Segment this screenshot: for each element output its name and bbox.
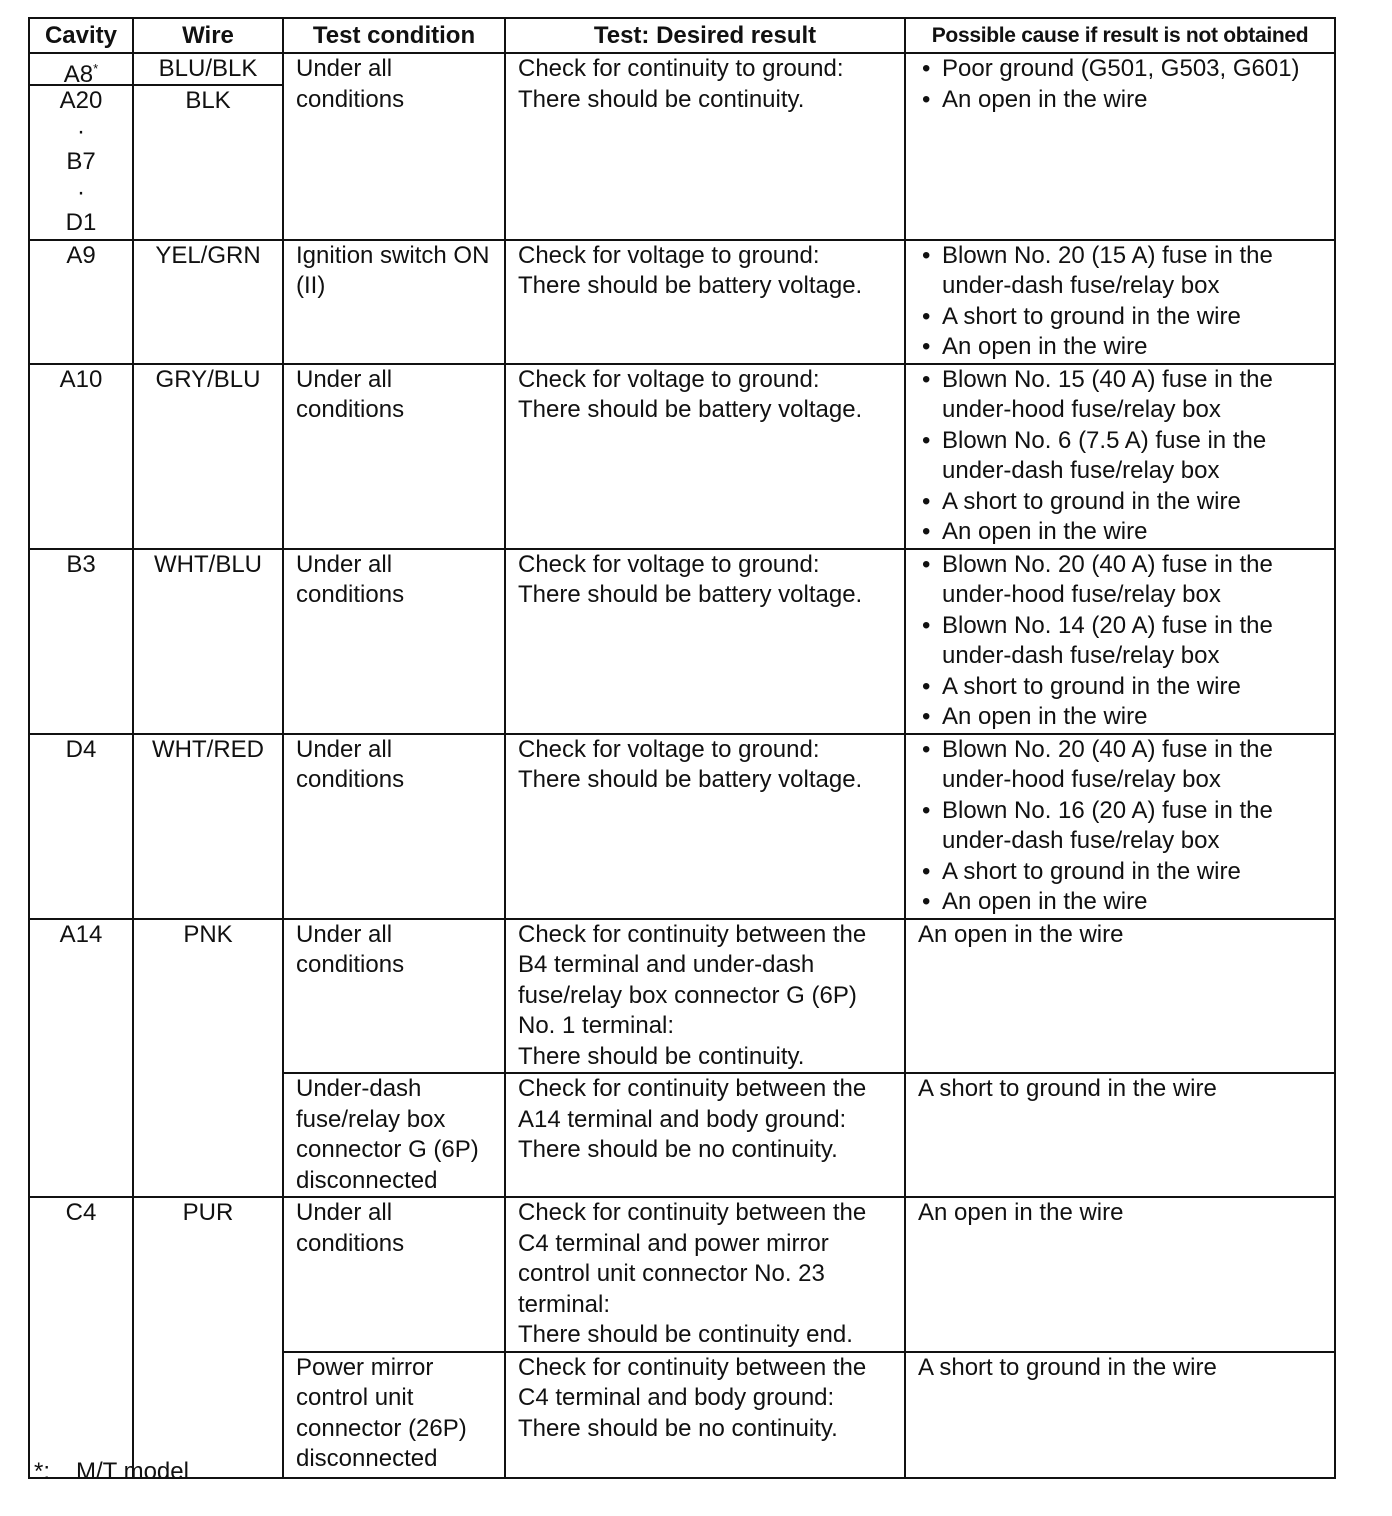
cavity-cell: A9 — [29, 240, 133, 364]
cause-cell — [905, 364, 1335, 549]
cause-item: • An open in the wire — [918, 517, 1322, 548]
cause-item: • An open in the wire — [918, 702, 1322, 733]
cause-cell — [905, 53, 1335, 240]
result-check: Check for continuity to ground: — [518, 55, 844, 82]
condition-cell: Under all conditions — [283, 364, 505, 549]
cause-item: • A short to ground in the wire — [918, 302, 1322, 333]
condition-cell: Under all conditions — [283, 1197, 505, 1352]
result-cell — [505, 1073, 905, 1197]
result-expected: There should be continuity. — [518, 85, 805, 113]
cause-cell — [905, 734, 1335, 919]
result-expected: There should be no continuity. — [518, 1414, 838, 1442]
result-expected: There should be battery voltage. — [518, 396, 863, 423]
result-expected: There should be battery voltage. — [518, 581, 863, 608]
cause-cell: An open in the wire — [905, 1197, 1335, 1352]
footnote — [34, 1458, 189, 1486]
result-check: Check for voltage to ground: — [518, 241, 820, 269]
cause-item: • Blown No. 6 (7.5 A) fuse in the under-dash fuse/relay box — [918, 426, 1322, 487]
cause-item: • Blown No. 20 (40 A) fuse in the under-hood fuse/relay box — [918, 550, 1322, 611]
cause-item: • An open in the wire — [918, 85, 1322, 116]
wire-value: BLU/BLK — [133, 54, 283, 86]
header-desired-result: Test: Desired result — [505, 18, 905, 53]
header-cavity: Cavity — [29, 18, 133, 53]
result-cell — [505, 1197, 905, 1352]
result-cell — [505, 549, 905, 734]
result-cell — [505, 53, 905, 240]
wire-cell: PNK — [133, 919, 283, 1198]
continuity-test-table — [28, 17, 1336, 1479]
cause-item: • Poor ground (G501, G503, G601) — [918, 54, 1322, 85]
condition-cell: Under all conditions — [283, 549, 505, 734]
cause-cell — [905, 549, 1335, 734]
table-row — [29, 53, 1335, 240]
cause-cell: A short to ground in the wire — [905, 1073, 1335, 1197]
cause-cell: An open in the wire — [905, 919, 1335, 1074]
result-cell — [505, 734, 905, 919]
cavity-cell: D4 — [29, 734, 133, 919]
wire-cell: WHT/BLU — [133, 549, 283, 734]
table-row — [29, 1197, 1335, 1352]
cavity-cell: B3 — [29, 549, 133, 734]
cavity-cell: C4 — [29, 1197, 133, 1478]
cause-item: • Blown No. 20 (15 A) fuse in the under-dash fuse/relay box — [918, 241, 1322, 302]
condition-cell: Ignition switch ON (II) — [283, 240, 505, 364]
cause-item: • An open in the wire — [918, 332, 1322, 363]
wire-cell: GRY/BLU — [133, 364, 283, 549]
result-check: Check for continuity between the A14 terminal and body ground: — [518, 1075, 867, 1133]
table-row — [29, 734, 1335, 919]
result-expected: There should be battery voltage. — [518, 766, 863, 793]
result-cell — [505, 1352, 905, 1478]
header-wire: Wire — [133, 18, 283, 53]
cavity-cell: A10 — [29, 364, 133, 549]
condition-cell: Under all conditions — [283, 734, 505, 919]
cavity-value: A8 — [63, 61, 94, 88]
cause-cell: A short to ground in the wire — [905, 1352, 1335, 1478]
cavity-footnote-mark: * — [93, 61, 99, 76]
cavity-cell: A14 — [29, 919, 133, 1198]
result-check: Check for voltage to ground: — [518, 550, 820, 578]
cause-item: • Blown No. 16 (20 A) fuse in the under-dash fuse/relay box — [918, 796, 1322, 857]
wire-cell: WHT/RED — [133, 734, 283, 919]
cause-item: • Blown No. 20 (40 A) fuse in the under-hood fuse/relay box — [918, 735, 1322, 796]
footnote-text: M/T model — [76, 1458, 189, 1485]
cause-item: • Blown No. 14 (20 A) fuse in the under-dash fuse/relay box — [918, 611, 1322, 672]
cavity-value: A20 — [59, 87, 103, 114]
table-header-row — [29, 18, 1335, 53]
cause-item: • Blown No. 15 (40 A) fuse in the under-hood fuse/relay box — [918, 365, 1322, 426]
condition-cell: Power mirror control unit connector (26P) disconnected — [283, 1352, 505, 1478]
footnote-symbol: *: — [34, 1458, 51, 1485]
cavity-separator: · — [77, 117, 85, 145]
condition-cell: Under all conditions — [283, 53, 505, 240]
result-check: Check for voltage to ground: — [518, 365, 820, 393]
cause-item: • A short to ground in the wire — [918, 487, 1322, 518]
result-expected: There should be continuity. — [518, 1042, 805, 1070]
cavity-cell — [29, 53, 133, 240]
result-expected: There should be continuity end. — [518, 1321, 853, 1348]
result-check: Check for continuity between the B4 terminal and under-dash fuse/relay box connector G (6P) No. 1 terminal: — [518, 920, 867, 1039]
table-row — [29, 549, 1335, 734]
condition-cell: Under-dash fuse/relay box connector G (6P) disconnected — [283, 1073, 505, 1197]
cause-item: • A short to ground in the wire — [918, 672, 1322, 703]
result-cell — [505, 364, 905, 549]
result-expected: There should be no continuity. — [518, 1136, 838, 1163]
table-row — [29, 240, 1335, 364]
result-cell — [505, 240, 905, 364]
result-check: Check for continuity between the C4 terminal and body ground: — [518, 1353, 867, 1411]
wire-cell: YEL/GRN — [133, 240, 283, 364]
condition-cell: Under all conditions — [283, 919, 505, 1074]
wire-cell — [133, 53, 283, 240]
wire-value: BLK — [185, 87, 231, 114]
result-expected: There should be battery voltage. — [518, 272, 863, 299]
header-possible-cause: Possible cause if result is not obtained — [905, 18, 1335, 53]
cause-item: • A short to ground in the wire — [918, 857, 1322, 888]
cavity-value: B7 — [66, 148, 96, 175]
header-test-condition: Test condition — [283, 18, 505, 53]
cause-cell — [905, 240, 1335, 364]
cause-item: • An open in the wire — [918, 887, 1322, 918]
cavity-value: D1 — [65, 209, 97, 236]
cavity-separator: · — [77, 178, 85, 206]
result-cell — [505, 919, 905, 1074]
result-check: Check for voltage to ground: — [518, 735, 820, 763]
wire-cell: PUR — [133, 1197, 283, 1478]
result-check: Check for continuity between the C4 terminal and power mirror control unit connector No. 23 terminal: — [518, 1199, 867, 1318]
table-row — [29, 364, 1335, 549]
table-row — [29, 919, 1335, 1074]
